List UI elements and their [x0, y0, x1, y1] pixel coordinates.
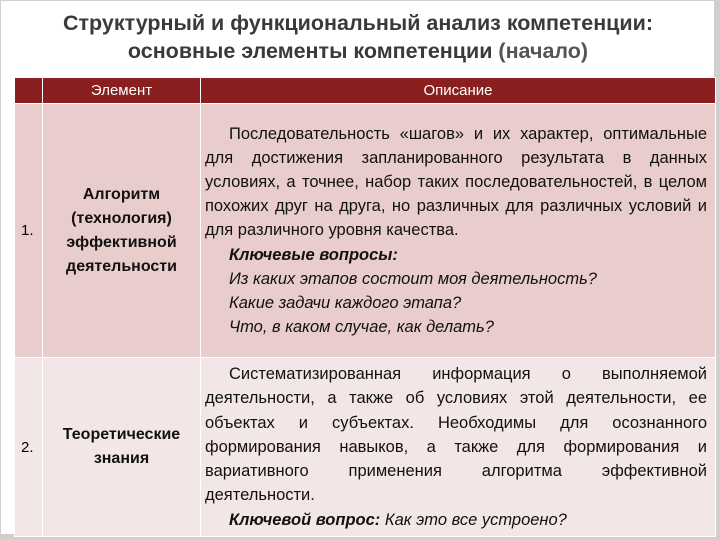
- element-line: Алгоритм: [82, 185, 161, 203]
- table-header-row: [15, 78, 716, 104]
- description-text: Систематизированная информация о выполняемой деятельности, а также об условиях этой деятельности, ее объектах и субъектах. Необходимы для осознанного формирования навыков, а также для формирования и вариативного применения алгоритма эффективной деятельности.: [205, 365, 707, 505]
- row-number: 2.: [15, 358, 43, 537]
- table-row: [15, 104, 716, 358]
- title-line-2-suffix: (начало): [492, 39, 589, 63]
- key-question-text: Как это все устроено?: [380, 510, 567, 529]
- element-line: (технология): [71, 209, 172, 227]
- description-text: Последовательность «шагов» и их характер, оптимальные для достижения запланированного результата в данных условиях, а точнее, набор таких последовательностей, в целом похожих друг на друга, но различных для различных условий и для различного уровня качества.: [205, 124, 707, 240]
- key-question: Из каких этапов состоит моя деятельность?: [229, 269, 597, 288]
- header-element: Элемент: [43, 78, 201, 104]
- key-question-label: Ключевой вопрос:: [229, 510, 381, 529]
- key-question: Что, в каком случае, как делать?: [229, 318, 494, 337]
- page-title: [1, 9, 715, 65]
- title-line-2-main: основные элементы компетенции: [127, 39, 493, 63]
- competence-table: [14, 77, 716, 537]
- element-cell: [43, 358, 201, 537]
- element-cell: [43, 104, 201, 358]
- description-cell: [201, 358, 716, 537]
- title-line-1: Структурный и функциональный анализ компетенции:: [63, 11, 653, 35]
- element-line: знания: [93, 450, 150, 467]
- key-questions-label: Ключевые вопросы:: [229, 245, 398, 264]
- header-description: Описание: [201, 78, 716, 104]
- key-question: Какие задачи каждого этапа?: [229, 294, 462, 312]
- description-cell: [201, 104, 716, 358]
- element-line: эффективной: [66, 233, 177, 251]
- title-line-2: [1, 37, 715, 65]
- header-number: [15, 78, 43, 104]
- table-row: [15, 358, 716, 537]
- row-number: 1.: [15, 104, 43, 358]
- element-line: Теоретические: [62, 426, 181, 443]
- element-line: деятельности: [66, 257, 177, 275]
- key-question-line: [205, 508, 707, 532]
